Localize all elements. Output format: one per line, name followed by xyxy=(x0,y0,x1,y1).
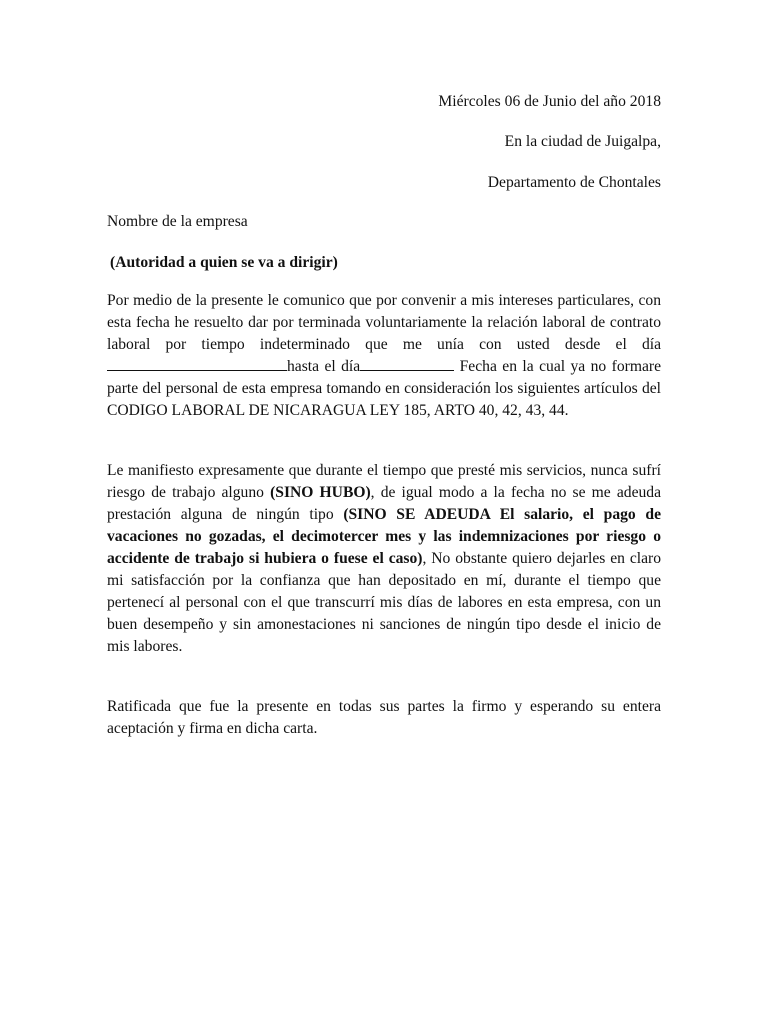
paragraph-resignation xyxy=(107,290,661,422)
paragraph-2-text-1: Le manifiesto expresamente que durante el tiempo que presté mis servicios, nunca sufrí riesgo de trabajo alguno xyxy=(107,462,661,501)
company-name: Nombre de la empresa xyxy=(107,213,248,230)
authority-line: (Autoridad a quien se va a dirigir) xyxy=(110,254,338,271)
paragraph-2-bold-1: (SINO HUBO) xyxy=(270,484,371,501)
date-line: Miércoles 06 de Junio del año 2018 xyxy=(438,93,661,110)
start-date-blank xyxy=(107,356,287,371)
paragraph-1-text-2: hasta el día xyxy=(287,358,361,375)
end-date-blank xyxy=(360,356,454,371)
department-line: Departamento de Chontales xyxy=(487,174,661,191)
paragraph-declaration xyxy=(107,460,661,658)
paragraph-ratification: Ratificada que fue la presente en todas sus partes la firmo y esperando su entera aceptación y firma en dicha carta. xyxy=(107,698,661,737)
paragraph-1-text-1: Por medio de la presente le comunico que por convenir a mis intereses particulares, con esta fecha he resuelto dar por terminada voluntariamente la relación laboral de contrato laboral por tiempo indeterminado que me unía con usted desde el día xyxy=(107,292,661,353)
paragraph-2-bold-2: (SINO SE ADEUDA El salario, el pago de vacaciones no gozadas, el decimotercer mes y las indemnizaciones por riesgo o accidente de trabajo si hubiera o fuese el caso) xyxy=(107,506,661,567)
city-line: En la ciudad de Juigalpa, xyxy=(504,133,661,150)
paragraph-1-text-3: Fecha en la cual ya no formare parte del personal de esta empresa tomando en consideración los siguientes artículos del CODIGO LABORAL DE NICARAGUA LEY 185, ARTO 40, 42, 43, 44. xyxy=(107,358,661,419)
paragraph-2-text-2: , de igual modo a la fecha no se me adeuda prestación alguna de ningún tipo xyxy=(107,484,662,523)
paragraph-2-text-3: , No obstante quiero dejarles en claro mi satisfacción por la confianza que han depositado en mí, durante el tiempo que pertenecí al personal con el que transcurrí mis días de labores en esta empresa, con un buen desempeño y sin amonestaciones ni sanciones de ningún tipo desde el inicio de mis labores. xyxy=(107,550,661,655)
